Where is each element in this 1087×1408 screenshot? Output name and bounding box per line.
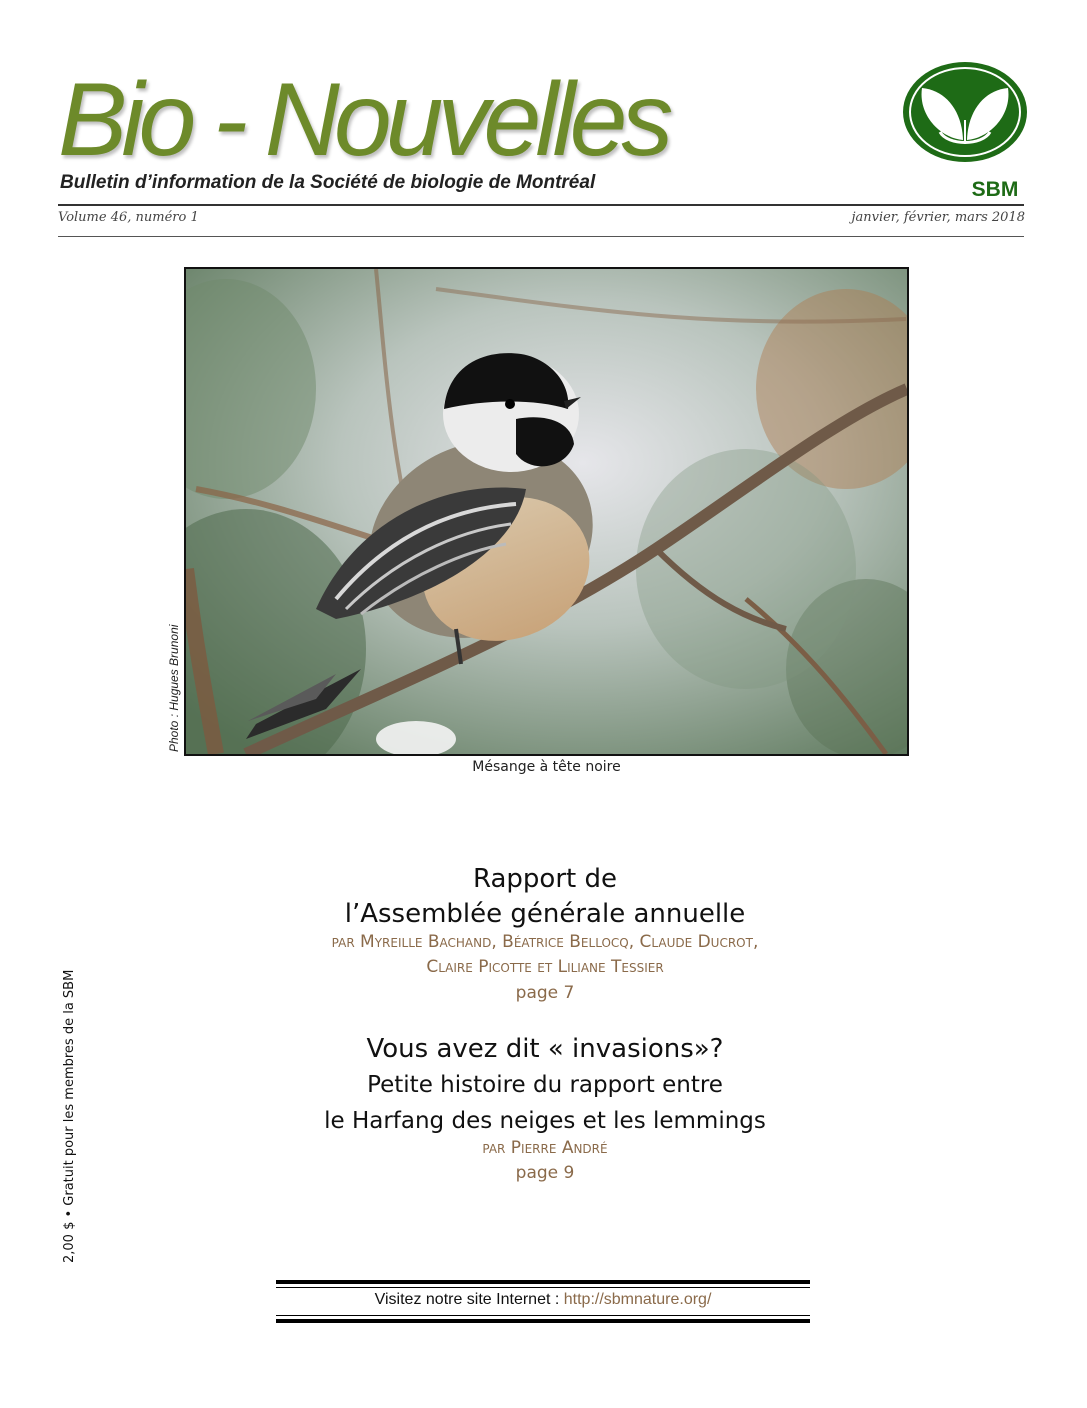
volume-label: Volume 46, numéro 1 [58, 210, 199, 225]
photo-credit: Photo : Hugues Brunoni [167, 624, 181, 752]
cover-photo [184, 267, 909, 756]
sbm-leaf-logo [900, 60, 1030, 170]
article-1-authors-line1: par Myreille Bachand, Béatrice Bellocq, Claude Ducrot, [331, 932, 759, 952]
article-2-page[interactable]: page 9 [515, 1163, 575, 1183]
issue-date: janvier, février, mars 2018 [851, 210, 1025, 225]
masthead-rule-bottom [58, 236, 1024, 237]
price-note: 2,00 $ • Gratuit pour les membres de la SBM [62, 969, 77, 1263]
article-1-title-line1[interactable]: Rapport de [473, 864, 617, 894]
footer-label: Visitez notre site Internet : [374, 1291, 564, 1308]
article-2-subtitle-line2[interactable]: le Harfang des neiges et les lemmings [324, 1108, 766, 1134]
photo-caption: Mésange à tête noire [472, 759, 621, 775]
website-link[interactable]: http://sbmnature.org/ [563, 1291, 712, 1308]
footer-rule-bottom-thick [276, 1319, 810, 1323]
masthead-title: Bio - Nouvelles [58, 62, 668, 178]
masthead-subtitle: Bulletin d’information de la Société de biologie de Montréal [60, 172, 596, 193]
article-1-page[interactable]: page 7 [515, 983, 575, 1003]
article-2-subtitle-line1[interactable]: Petite histoire du rapport entre [367, 1072, 723, 1098]
footer-website [276, 1291, 810, 1309]
footer-rule-top-thick [276, 1280, 810, 1284]
article-2-title[interactable]: Vous avez dit « invasions»? [366, 1034, 724, 1064]
masthead-rule-top [58, 204, 1024, 206]
footer-rule-bottom-thin [276, 1315, 810, 1316]
footer-rule-top-thin [276, 1287, 810, 1288]
sbm-logo-label: SBM [971, 178, 1019, 201]
article-2-author: par Pierre André [482, 1138, 608, 1158]
article-1-title-line2[interactable]: l’Assemblée générale annuelle [344, 899, 746, 929]
article-1-authors-line2: Claire Picotte et Liliane Tessier [426, 957, 664, 977]
chickadee-illustration [186, 269, 907, 754]
